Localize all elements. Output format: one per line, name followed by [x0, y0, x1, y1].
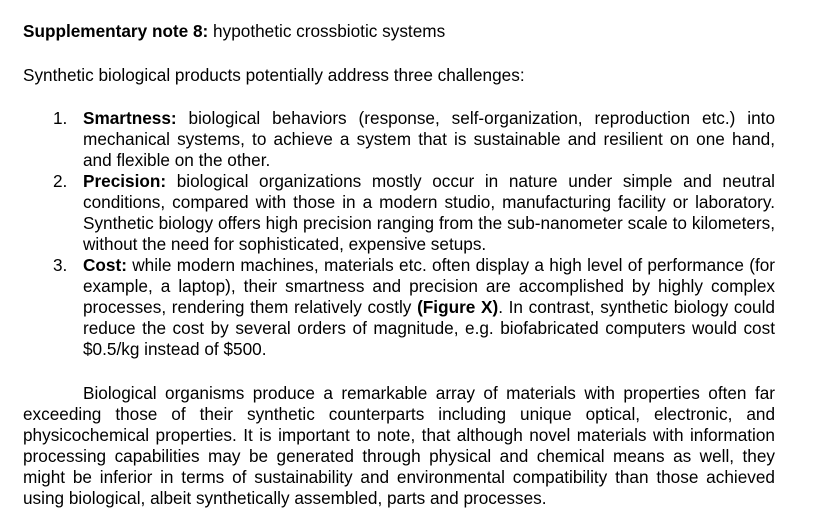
list-item-smartness [0, 108, 775, 171]
list-item-body [83, 255, 775, 360]
list-number: 3. [53, 255, 68, 275]
term-precision: Precision: [83, 171, 167, 191]
term-cost: Cost: [83, 255, 127, 275]
figure-reference: (Figure X) [417, 297, 499, 317]
cost-text-after: . In contrast, synthetic biology could reduce the cost by several orders of magnitude, e.g. biofabricated computers would cost $0.5/kg instead of $500. [83, 297, 775, 359]
body-paragraph: Biological organisms produce a remarkable array of materials with properties often far exceeding those of their synthetic counterparts including unique optical, electronic, and physicochemical properties. It is important to note, that although novel materials with information processing capabilities may be generated through physical and chemical means as well, they might be inferior in terms of sustainability and environmental compatibility than those achieved using biological, albeit synthetically assembled, parts and processes. [23, 383, 775, 508]
list-item-body [83, 171, 775, 255]
smartness-text: biological behaviors (response, self-organization, reproduction etc.) into mechanical systems, to achieve a system that is sustainable and resilient on one hand, and flexible on the other. [83, 108, 775, 170]
cost-text-before: while modern machines, materials etc. often display a high level of performance (for example, a laptop), their smartness and precision are accomplished by highly complex processes, rendering them relatively costly [83, 255, 775, 317]
list-item-cost [0, 255, 775, 360]
challenge-list [0, 108, 815, 360]
list-number: 2. [53, 171, 68, 191]
list-item-precision [0, 171, 775, 255]
term-smartness: Smartness: [83, 108, 177, 128]
list-item-body [83, 108, 775, 171]
list-number: 1. [53, 108, 68, 128]
precision-text: biological organizations mostly occur in nature under simple and neutral conditions, compared with those in a modern studio, manufacturing facility or laboratory. Synthetic biology offers high precision ranging from the sub-nanometer scale to kilometers, without the need for sophisticated, expensive setups. [83, 171, 775, 254]
intro-sentence: Synthetic biological products potentially address three challenges: [23, 65, 525, 85]
note-label: Supplementary note 8: [23, 21, 209, 41]
note-heading [23, 21, 783, 42]
note-title: hypothetic crossbiotic systems [208, 21, 446, 41]
